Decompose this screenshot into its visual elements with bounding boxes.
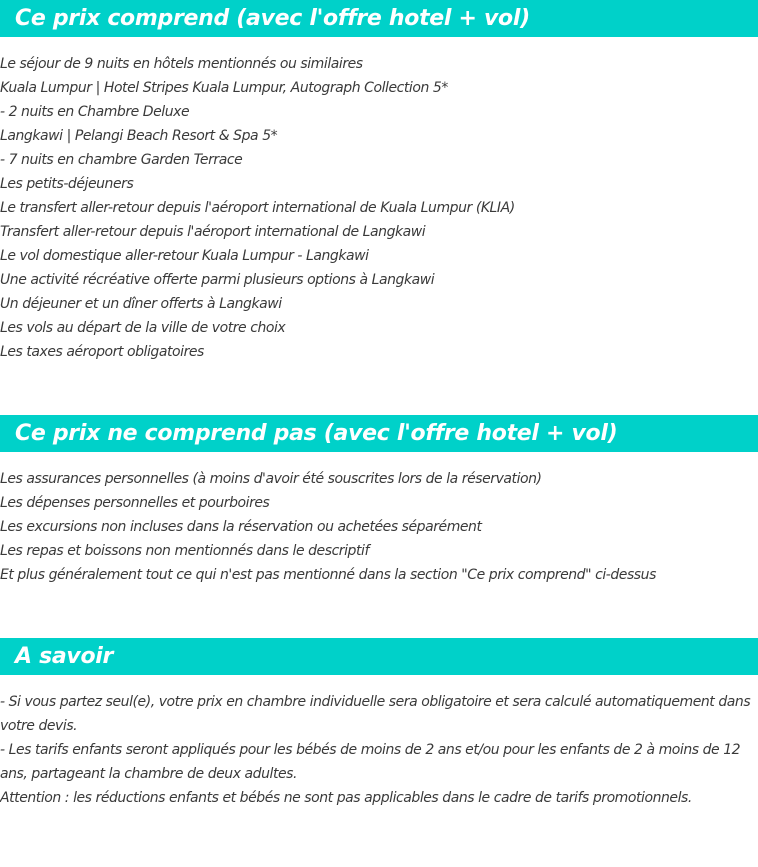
- included-item: Les taxes aéroport obligatoires: [0, 344, 204, 360]
- included-item: - 2 nuits en Chambre Deluxe: [0, 104, 190, 120]
- included-item: Le vol domestique aller-retour Kuala Lumpur - Langkawi: [0, 248, 369, 264]
- included-section-title: Ce prix comprend (avec l'offre hotel + vol): [0, 0, 758, 37]
- included-list: [0, 52, 758, 364]
- included-item: Les vols au départ de la ville de votre choix: [0, 320, 286, 336]
- excluded-item: Les excursions non incluses dans la réservation ou achetées séparément: [0, 519, 482, 535]
- excluded-item: Et plus généralement tout ce qui n'est pas mentionné dans la section "Ce prix comprend" ci-dessus: [0, 567, 656, 583]
- to-know-section-title: A savoir: [0, 638, 758, 675]
- excluded-item: Les assurances personnelles (à moins d'avoir été souscrites lors de la réservation): [0, 471, 542, 487]
- included-item: Un déjeuner et un dîner offerts à Langkawi: [0, 296, 282, 312]
- included-item: Le séjour de 9 nuits en hôtels mentionnés ou similaires: [0, 56, 363, 72]
- excluded-list: [0, 467, 758, 587]
- excluded-item: Les dépenses personnelles et pourboires: [0, 495, 270, 511]
- included-item: Le transfert aller-retour depuis l'aéroport international de Kuala Lumpur (KLIA): [0, 200, 515, 216]
- included-item: Kuala Lumpur | Hotel Stripes Kuala Lumpur, Autograph Collection 5*: [0, 80, 448, 96]
- to-know-item: - Les tarifs enfants seront appliqués pour les bébés de moins de 2 ans et/ou pour les enfants de 2 à moins de 12 ans, partageant la chambre de deux adultes.: [0, 742, 741, 782]
- included-item: Langkawi | Pelangi Beach Resort & Spa 5*: [0, 128, 278, 144]
- excluded-item: Les repas et boissons non mentionnés dans le descriptif: [0, 543, 369, 559]
- to-know-list: [0, 690, 758, 810]
- to-know-item: Attention : les réductions enfants et bébés ne sont pas applicables dans le cadre de tarifs promotionnels.: [0, 790, 692, 806]
- included-item: Transfert aller-retour depuis l'aéroport international de Langkawi: [0, 224, 426, 240]
- to-know-item: - Si vous partez seul(e), votre prix en chambre individuelle sera obligatoire et sera calculé automatiquement dans votre devis.: [0, 694, 751, 734]
- included-item: - 7 nuits en chambre Garden Terrace: [0, 152, 243, 168]
- included-item: Les petits-déjeuners: [0, 176, 134, 192]
- excluded-section-title: Ce prix ne comprend pas (avec l'offre hotel + vol): [0, 415, 758, 452]
- included-item: Une activité récréative offerte parmi plusieurs options à Langkawi: [0, 272, 435, 288]
